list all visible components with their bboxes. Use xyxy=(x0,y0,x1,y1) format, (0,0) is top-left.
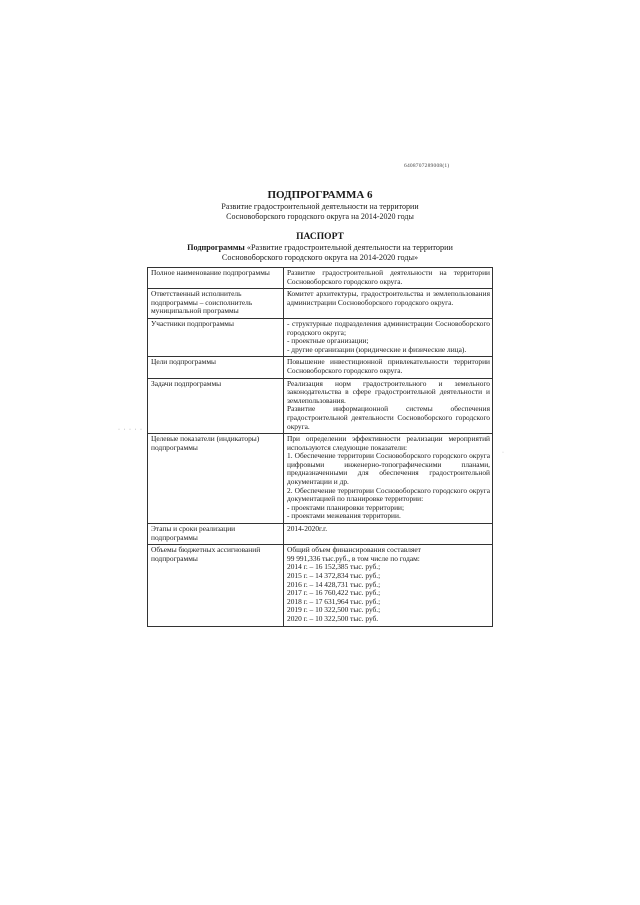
row-label: Полное наименование подпрограммы xyxy=(148,268,284,289)
table-row xyxy=(148,268,493,289)
row-value-line: 99 991,336 тыс.руб., в том числе по годам: xyxy=(287,553,420,563)
passport-subtitle-line-1 xyxy=(130,243,510,253)
row-value-line: - проектами планировки территории; xyxy=(287,502,405,512)
document-code: 6408707289008(1) xyxy=(404,163,450,169)
row-value-line: 2020 г. – 10 322,500 тыс. руб. xyxy=(287,613,379,623)
passport-name-1: «Развитие градостроительной деятельности на территории xyxy=(246,243,453,252)
row-value xyxy=(284,289,493,319)
row-value-line: Общий объем финансирования составляет xyxy=(287,545,421,555)
row-value-line: 2018 г. – 17 631,964 тыс. руб.; xyxy=(287,596,381,606)
row-value-line: 2014 г. – 16 152,385 тыс. руб.; xyxy=(287,562,381,572)
table-row xyxy=(148,378,493,434)
page-title: ПОДПРОГРАММА 6 xyxy=(267,189,373,201)
passport-prefix: Подпрограммы xyxy=(187,243,245,252)
row-value-line: 2019 г. – 10 322,500 тыс. руб.; xyxy=(287,605,381,615)
row-label: Целевые показатели (индикаторы) подпрограммы xyxy=(148,434,284,524)
row-value-line: 2015 г. – 14 372,834 тыс. руб.; xyxy=(287,571,381,580)
row-value-line: 2016 г. – 14 428,731 тыс. руб.; xyxy=(287,579,381,589)
page-subtitle xyxy=(150,202,490,222)
row-value-line: 1. Обеспечение территории Сосновоборского городского округа цифровыми инженерно-топографическими планами, предназначенными для обеспечения градостроительной документации и др. xyxy=(287,451,490,487)
row-label: Этапы и сроки реализации подпрограммы xyxy=(148,524,284,545)
row-label: Ответственный исполнитель подпрограммы – соисполнитель муниципальной программы xyxy=(148,289,284,319)
row-label: Участники подпрограммы xyxy=(148,318,284,356)
row-value xyxy=(284,434,493,524)
row-value-line: Развитие градостроительной деятельности на территории Сосновоборского городского округа. xyxy=(287,268,490,286)
table-row xyxy=(148,434,493,524)
table-row xyxy=(148,524,493,545)
passport-subtitle xyxy=(130,243,510,263)
table-row xyxy=(148,545,493,626)
scan-margin-mark-right: · xyxy=(502,450,504,456)
row-value xyxy=(284,357,493,378)
subtitle-line-2: Сосновоборского городского округа на 2014-2020 годы xyxy=(226,212,414,221)
row-value-line: - проектные организации; xyxy=(287,336,369,346)
passport-table-body xyxy=(148,268,493,627)
row-label: Цели подпрограммы xyxy=(148,357,284,378)
row-value-line: 2. Обеспечение территории Сосновоборского городского округа документацией по планировке территории: xyxy=(287,485,490,504)
passport-table xyxy=(147,267,493,627)
passport-title: ПАСПОРТ xyxy=(296,232,344,242)
row-value xyxy=(284,318,493,356)
row-label: Объемы бюджетных ассигнований подпрограммы xyxy=(148,545,284,626)
row-value-line: Развитие информационной системы обеспечения градостроительной деятельности Сосновоборского городского округа. xyxy=(287,404,490,431)
row-value xyxy=(284,545,493,626)
table-row xyxy=(148,357,493,378)
row-value xyxy=(284,524,493,545)
table-row xyxy=(148,289,493,319)
row-value xyxy=(284,268,493,289)
scan-margin-marks: · · · · · xyxy=(118,427,143,433)
row-value-line: 2014-2020г.г. xyxy=(287,524,328,534)
row-label: Задачи подпрограммы xyxy=(148,378,284,434)
subtitle-line-1: Развитие градостроительной деятельности на территории xyxy=(221,202,419,211)
table-row xyxy=(148,318,493,356)
row-value-line: Комитет архитектуры, градостроительства и землепользования администрации Сосновоборского городского округа. xyxy=(287,289,490,307)
row-value xyxy=(284,378,493,434)
row-value-line: Реализация норм градостроительного и земельного законодательства в сфере градостроительной деятельности и землепользования. xyxy=(287,378,490,405)
passport-name-2: Сосновоборского городского округа на 2014-2020 годы» xyxy=(221,253,419,262)
row-value-line: - другие организации (юридические и физические лица). xyxy=(287,344,467,354)
row-value-line: 2017 г. – 16 760,422 тыс. руб.; xyxy=(287,588,381,598)
row-value-line: Повышение инвестиционной привлекательности территории Сосновоборского городского округа. xyxy=(287,357,490,375)
row-value-line: - проектами межевания территории. xyxy=(287,511,401,521)
row-value-line: - структурные подразделения администрации Сосновоборского городского округа; xyxy=(287,318,490,337)
row-value-line: При определении эффективности реализации мероприятий используются следующие показатели: xyxy=(287,434,490,452)
